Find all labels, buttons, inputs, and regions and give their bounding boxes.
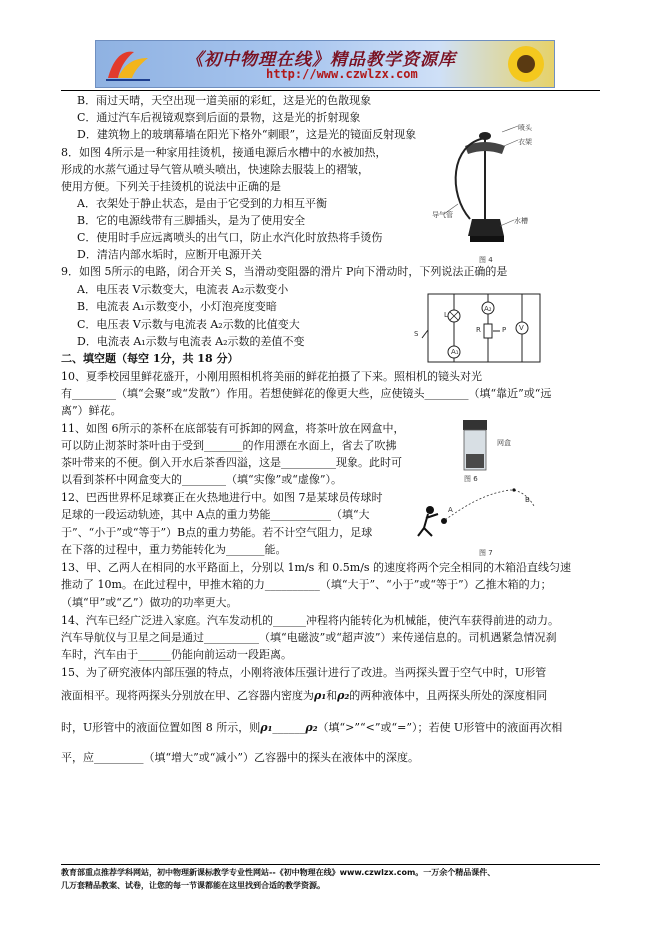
fig5-ammeter-a2-label: A₂ — [484, 305, 492, 313]
fig5-switch-label: S — [414, 330, 419, 338]
rho1-symbol-compare: ρ₁ — [260, 721, 273, 734]
q14-line-3: 车时，汽车由于______仍能向前运动一段距离。 — [61, 648, 292, 661]
q12-line-4: 在下落的过程中，重力势能转化为_______能。 — [61, 543, 287, 556]
fig4-label-hanger: 衣架 — [518, 138, 532, 146]
q9-stem: 9．如图 5所示的电路，闭合开关 S，当滑动变阻器的滑片 P向下滑动时，下列说法正确的是 — [61, 265, 508, 278]
fig4-caption: 图 4 — [479, 256, 493, 264]
q15-line-2-part-c: 的两种液体中，且两探头所处的深度相同 — [349, 689, 548, 702]
q14-line-2: 汽车导航仪与卫星之间是通过__________（填“电磁波”或“超声波”）来传递信息的。司机遇紧急情况刹 — [61, 631, 557, 644]
fig7-point-a-label: A — [448, 506, 453, 514]
q11-line-4: 以看到茶杯中网盒变大的________（填“实像”或“虚像”）。 — [61, 473, 342, 486]
q15-line-3-part-c: （填“>”“<”或“=”）；若使 U形管中的液面再次相 — [317, 721, 563, 734]
banner-title: 《初中物理在线》精品教学资源库 — [186, 50, 456, 70]
q7-option-d: D．建筑物上的玻璃幕墙在阳光下格外“刺眼”，这是光的镜面反射现象 — [77, 128, 417, 141]
figure-6-teacup — [455, 418, 495, 474]
rho1-symbol: ρ₁ — [314, 689, 327, 702]
footer-rule — [61, 864, 600, 865]
q7-option-c: C．通过汽车后视镜观察到后面的景物，这是光的折射现象 — [77, 111, 361, 124]
fig5-lamp-label: L — [444, 311, 448, 319]
q8-stem-2: 形成的水蒸气通过导气管从喷头喷出，快速除去服装上的褶皱， — [61, 163, 369, 176]
fig7-caption: 图 7 — [479, 549, 493, 557]
q11-line-2: 可以防止沏茶时茶叶由于受到_______的作用漂在水面上，省去了吹拂 — [61, 439, 397, 452]
q15-answer-blank: ______ — [272, 721, 306, 734]
fig5-voltmeter-label: V — [519, 324, 524, 332]
fig4-label-tank: 水槽 — [514, 217, 528, 225]
q11-line-3: 茶叶带来的不便。倒入开水后茶香四溢，这是__________现象。此时可 — [61, 456, 402, 469]
q10-line-1: 10、夏季校园里鲜花盛开，小刚用照相机将美丽的鲜花拍摄了下来。照相机的镜头对光 — [61, 370, 482, 383]
sunflower-icon — [504, 43, 548, 85]
q9-option-b: B．电流表 A₁示数变小，小灯泡亮度变暗 — [77, 300, 277, 313]
section-fill-blank-heading: 二、填空题（每空 1分，共 18 分） — [61, 352, 239, 365]
q8-option-b: B．它的电源线带有三脚插头，是为了使用安全 — [77, 214, 306, 227]
rho2-symbol-compare: ρ₂ — [305, 721, 318, 734]
fig5-slider-label: P — [502, 326, 507, 334]
q10-line-3: 离”）鲜花。 — [61, 404, 122, 417]
q13-line-2: 推动了 10m。在此过程中，甲推木箱的力__________（填“大于”、“小于”或“等于”）乙推木箱的力； — [61, 578, 552, 591]
q15-line-2-part-a: 液面相平。现将两探头分别放在甲、乙容器内密度为 — [61, 689, 314, 702]
q15-line-3 — [61, 721, 562, 735]
q12-line-3: 于”、“小于”或“等于”）B点的重力势能。若不计空气阻力，足球 — [61, 526, 373, 539]
fig5-ammeter-a1-label: A₁ — [451, 348, 459, 356]
header-rule — [61, 90, 600, 91]
banner-url[interactable]: http://www.czwlzx.com — [266, 67, 418, 81]
q13-line-1: 13、甲、乙两人在相同的水平路面上，分别以 1m/s 和 0.5m/s 的速度将两个完全相同的木箱沿直线匀速 — [61, 561, 572, 574]
q15-line-4: 平，应_________（填“增大”或“减小”）乙容器中的探头在液体中的深度。 — [61, 751, 419, 764]
q11-line-1: 11、如图 6所示的茶杯在底部装有可拆卸的网盒，将茶叶放在网盒中， — [61, 422, 405, 435]
q9-option-d: D．电流表 A₁示数与电流表 A₂示数的差值不变 — [77, 335, 305, 348]
site-logo-icon — [104, 46, 152, 82]
q13-line-3: （填“甲”或“乙”）做功的功率更大。 — [61, 596, 238, 609]
q8-option-d: D．清洁内部水垢时，应断开电源开关 — [77, 248, 262, 261]
fig6-caption: 图 6 — [464, 475, 478, 483]
footer-line-1: 教育部重点推荐学科网站，初中物理新课标教学专业性网站--《初中物理在线》www.czwlzx.com。一万余个精品课件、 — [61, 868, 496, 877]
header-banner — [95, 40, 555, 88]
fig4-label-pipe: 导气管 — [432, 211, 453, 219]
q14-line-1: 14、汽车已经广泛进入家庭。汽车发动机的______冲程将内能转化为机械能，使汽车获得前进的动力。 — [61, 614, 559, 627]
fig6-mesh-label: 网盒 — [497, 439, 511, 447]
q15-line-2-and: 和 — [326, 689, 338, 702]
fig4-label-nozzle: 喷头 — [518, 124, 532, 132]
q15-line-2 — [61, 689, 547, 703]
q10-line-2: 有________（填“会聚”或“发散”）作用。若想使鲜花的像更大些，应使镜头________（填“靠近”或“远 — [61, 387, 552, 400]
q8-stem-3: 使用方便。下列关于挂烫机的说法中正确的是 — [61, 180, 281, 193]
q9-option-a: A．电压表 V示数变大，电流表 A₂示数变小 — [77, 283, 289, 296]
q8-stem-1: 8．如图 4所示是一种家用挂烫机，接通电源后水槽中的水被加热， — [61, 146, 387, 159]
q9-option-c: C．电压表 V示数与电流表 A₂示数的比值变大 — [77, 318, 300, 331]
rho2-symbol: ρ₂ — [337, 689, 350, 702]
q7-option-b: B．雨过天晴，天空出现一道美丽的彩虹，这是光的色散现象 — [77, 94, 372, 107]
q12-line-2: 足球的一段运动轨迹，其中 A点的重力势能___________（填“大 — [61, 508, 370, 521]
q15-line-1: 15、为了研究液体内部压强的特点，小刚将液体压强计进行了改进。当两探头置于空气中时，U形管 — [61, 666, 547, 679]
footer-line-2: 几万套精品教案、试卷，让您的每一节课都能在这里找到合适的教学资源。 — [61, 881, 325, 890]
fig7-point-b-label: B — [525, 496, 530, 504]
q12-line-1: 12、巴西世界杯足球赛正在火热地进行中。如图 7是某球员传球时 — [61, 491, 383, 504]
q15-line-3-part-a: 时，U形管中的液面位置如图 8 所示，则 — [61, 721, 261, 734]
q8-option-c: C．使用时手应远离喷头的出气口，防止水汽化时放热将手烫伤 — [77, 231, 383, 244]
q8-option-a: A．衣架处于静止状态，是由于它受到的力相互平衡 — [77, 197, 327, 210]
figure-5-circuit — [418, 290, 548, 368]
figure-7-trajectory — [412, 484, 542, 546]
fig5-rheostat-label: R — [476, 326, 481, 334]
